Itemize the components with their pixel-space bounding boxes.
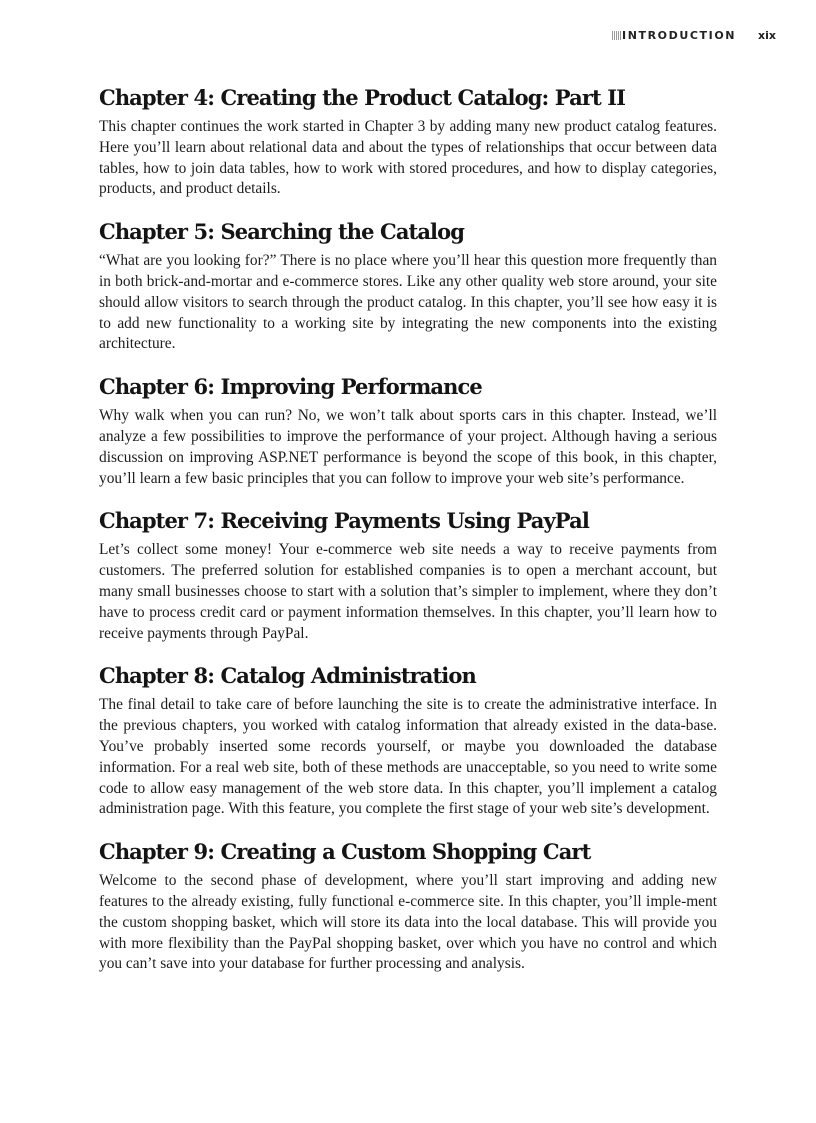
chapter-8-section	[99, 662, 717, 820]
chapter-5-heading: Chapter 5: Searching the Catalog	[99, 219, 465, 245]
chapter-9-paragraph: Welcome to the second phase of development, where you’ll start improving and adding new features to the already existing, fully functional e-commerce site. In this chapter, you’ll imple-ment the custom shopping basket, which will store its data into the local database. This will provide you with more flexibility than the PayPal shopping basket, over which you have no control and which you can’t save into your database for further processing and analysis.	[99, 872, 717, 973]
chapter-8-heading: Chapter 8: Catalog Administration	[99, 663, 476, 689]
running-head-section: INTRODUCTION	[622, 29, 737, 42]
chapter-5-section	[99, 218, 717, 355]
chapter-9-section	[99, 838, 717, 975]
chapter-7-heading: Chapter 7: Receiving Payments Using PayPal	[99, 508, 589, 534]
chapter-6-heading: Chapter 6: Improving Performance	[99, 374, 482, 400]
running-head-marker	[612, 31, 621, 40]
chapter-5-paragraph: “What are you looking for?” There is no place where you’ll hear this question more frequently than in both brick-and-mortar and e-commerce stores. Like any other quality web store around, your site should allow visitors to search through the product catalog. In this chapter, you’ll see how easy it is to add new functionality to a working site by integrating the new components into the existing architecture.	[99, 252, 717, 353]
chapter-7-paragraph: Let’s collect some money! Your e-commerce web site needs a way to receive payments from customers. The preferred solution for established companies is to open a merchant account, but many small businesses choose to start with a solution that’s simpler to implement, where they don’t have to process credit card or payment information themselves. In this chapter, you’ll learn how to receive payments through PayPal.	[99, 541, 717, 642]
chapter-4-heading: Chapter 4: Creating the Product Catalog: Part II	[99, 85, 626, 110]
chapter-6-paragraph: Why walk when you can run? No, we won’t talk about sports cars in this chapter. Instead, we’ll analyze a few possibilities to improve the performance of your project. Although having a serious discussion on improving ASP.NET performance is beyond the scope of this book, in this chapter, you’ll learn a few basic principles that you can follow to improve your web site’s performance.	[99, 407, 717, 487]
chapter-4-section	[99, 84, 717, 200]
page-number: xix	[758, 29, 776, 42]
chapter-9-heading: Chapter 9: Creating a Custom Shopping Cart	[99, 839, 591, 865]
chapter-7-section	[99, 507, 717, 644]
chapter-4-paragraph: This chapter continues the work started in Chapter 3 by adding many new product catalog features. Here you’ll learn about relational data and about the types of relationships that occur between data tables, how to join data tables, how to work with stored procedures, and how to display categories, products, and product details.	[99, 118, 717, 198]
chapter-8-paragraph: The final detail to take care of before launching the site is to create the administrative interface. In the previous chapters, you worked with catalog information that already existed in the data-base. You’ve probably inserted some records yourself, or maybe you downloaded the database information. For a real web site, both of these methods are unacceptable, so you need to write some code to allow easy management of the web store data. In this chapter, you’ll implement a catalog administration page. With this feature, you complete the first stage of your web site’s development.	[99, 696, 717, 818]
running-head	[0, 29, 816, 43]
chapter-6-section	[99, 373, 717, 489]
page-content	[99, 84, 717, 993]
